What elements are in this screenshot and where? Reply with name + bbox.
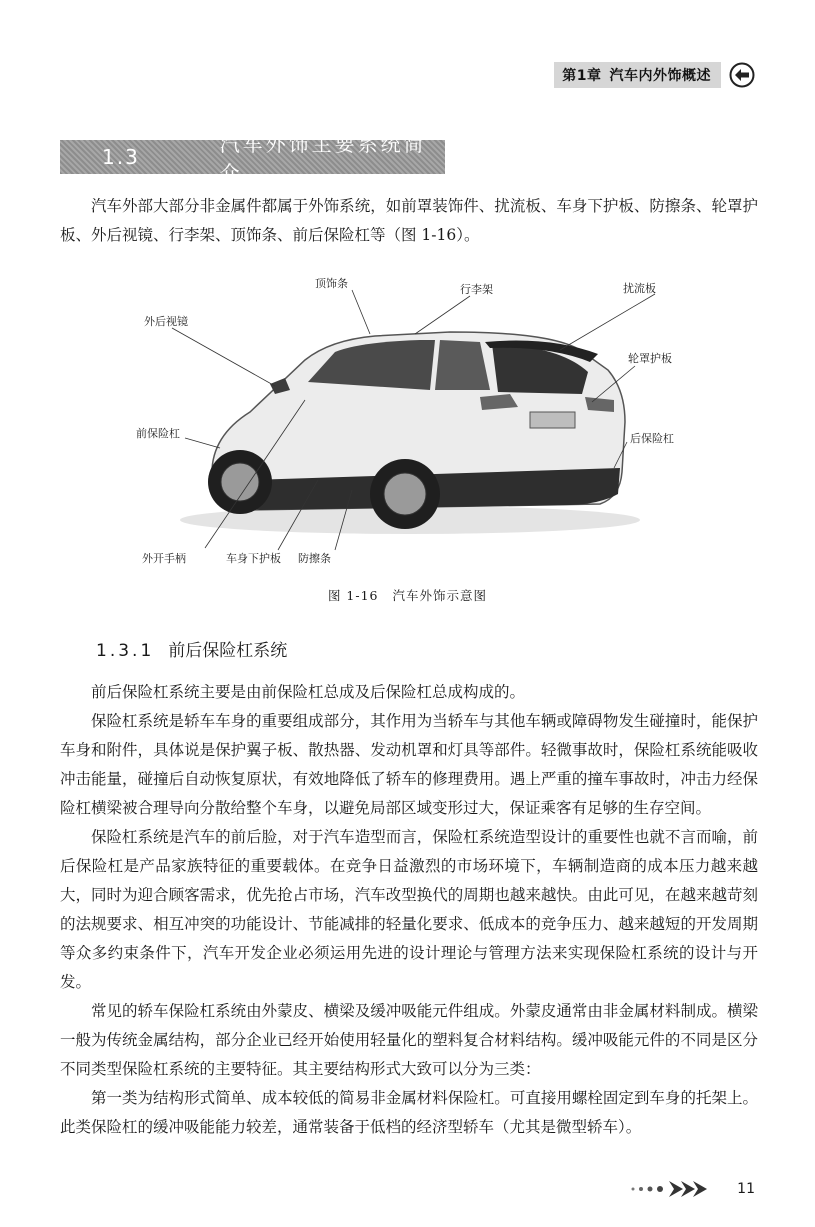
subsection-heading (96, 636, 287, 661)
section-number: 1.3 (102, 145, 140, 169)
car-figure (130, 272, 690, 572)
back-arrow-icon (729, 62, 755, 88)
label-roof-trim: 顶饰条 (315, 277, 348, 290)
paragraph: 前后保险杠系统主要是由前保险杠总成及后保险杠总成构成的。 (91, 683, 526, 701)
page-footer (627, 1178, 755, 1200)
subsection-number: 1.3.1 (96, 641, 155, 661)
caption-number: 图 1-16 (327, 588, 379, 603)
paragraph: 保险杠系统是汽车的前后脸，对于汽车造型而言，保险杠系统造型设计的重要性也就不言而喻，前后保险杠是产品家族特征的重要载体。在竞争日益激烈的市场环境下，车辆制造商的成本压力越来越大，同时为迎合顾客需求，优先抢占市场，汽车改型换代的周期也越来越快。由此可见，在越来越苛刻的法规要求、相互冲突的功能设计、节能减排的轻量化要求、低成本的竞争压力、越来越短的开发周期等众多约束条件下，汽车开发企业必须运用先进的设计理论与管理方法来实现保险杠系统的设计与开发。 (60, 828, 758, 991)
label-front-bumper: 前保险杠 (136, 427, 180, 440)
label-rub-strip: 防擦条 (298, 552, 331, 565)
section-title: 汽车外饰主要系统简介 (219, 132, 427, 185)
subsection-title: 前后保险杠系统 (168, 641, 288, 661)
label-spoiler: 扰流板 (623, 282, 656, 295)
body-text (60, 678, 758, 1142)
label-rear-bumper: 后保险杠 (630, 432, 674, 445)
paragraph: 保险杠系统是轿车车身的重要组成部分，其作用为当轿车与其他车辆或障碍物发生碰撞时，能保护车身和附件，具体说是保护翼子板、散热器、发动机罩和灯具等部件。轻微事故时，保险杠系统能吸收冲击能量，碰撞后自动恢复原状，有效地降低了轿车的修理费用。遇上严重的撞车事故时，冲击力经保险杠横梁被合理导向分散给整个车身，以避免局部区域变形过大，保证乘客有足够的生存空间。 (60, 712, 758, 817)
label-mirror: 外后视镜 (144, 315, 188, 328)
label-underbody-guard: 车身下护板 (226, 552, 281, 565)
figure-caption (0, 586, 815, 604)
label-door-handle: 外开手柄 (142, 552, 186, 565)
page-arrow-icon (627, 1178, 727, 1200)
paragraph: 常见的轿车保险杠系统由外蒙皮、横梁及缓冲吸能元件组成。外蒙皮通常由非金属材料制成。横梁一般为传统金属结构，部分企业已经开始使用轻量化的塑料复合材料结构。缓冲吸能元件的不同是区分不同类型保险杠系统的主要特征。其主要结构形式大致可以分为三类： (60, 1002, 758, 1078)
chapter-title: 汽车内外饰概述 (609, 68, 711, 84)
chapter-header (554, 62, 755, 88)
car-image (180, 332, 640, 534)
car-illustration (130, 272, 690, 572)
intro-paragraph: 汽车外部大部分非金属件都属于外饰系统，如前罩装饰件、扰流板、车身下护板、防擦条、轮罩护板、外后视镜、行李架、顶饰条、前后保险杠等（图 1-16）。 (60, 197, 758, 244)
chapter-number: 第1章 (562, 68, 602, 84)
page-number: 11 (737, 1181, 755, 1197)
label-luggage-rack: 行李架 (460, 283, 493, 296)
label-wheel-arch: 轮罩护板 (628, 352, 672, 365)
section-banner (60, 132, 445, 185)
paragraph: 第一类为结构形式简单、成本较低的简易非金属材料保险杠。可直接用螺栓固定到车身的托架上。此类保险杠的缓冲吸能能力较差，通常装备于低档的经济型轿车（尤其是微型轿车）。 (60, 1089, 758, 1136)
chapter-label (554, 62, 721, 88)
caption-text: 汽车外饰示意图 (392, 588, 488, 603)
